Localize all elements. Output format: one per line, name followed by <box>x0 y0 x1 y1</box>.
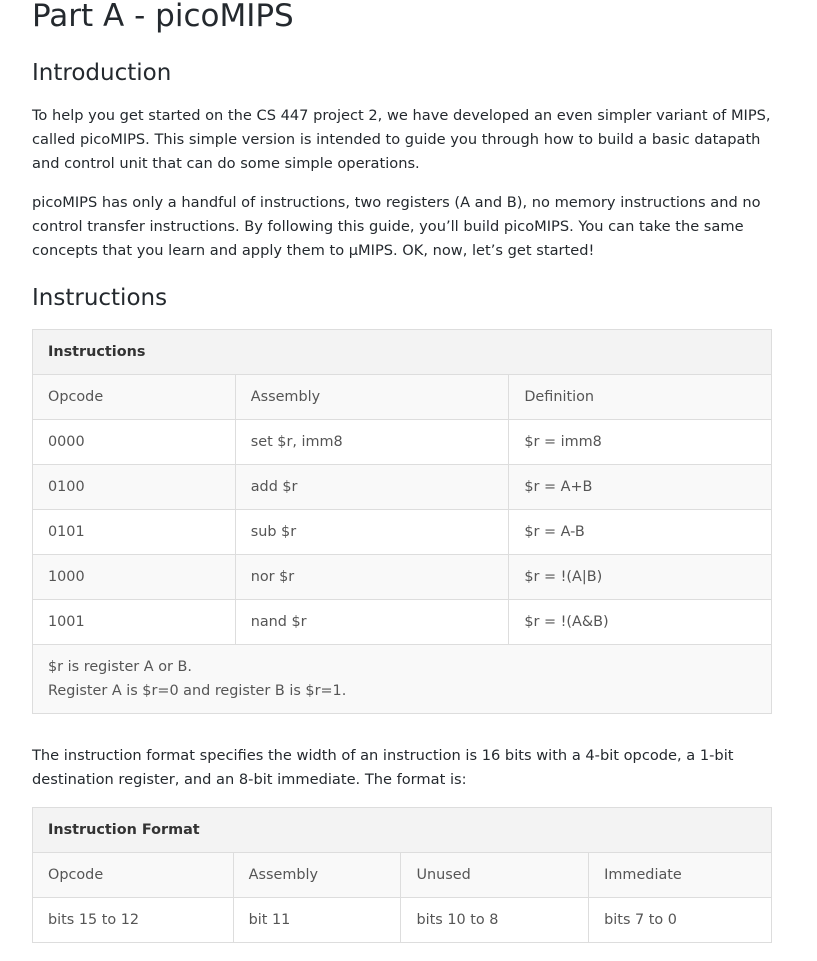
definition-cell: $r = A+B <box>509 465 772 510</box>
table-row <box>33 555 772 600</box>
instructions-table <box>32 329 772 714</box>
instructions-table-footnote <box>33 645 772 714</box>
column-header-assembly: Assembly <box>235 375 509 420</box>
instructions-table-title: Instructions <box>33 330 772 375</box>
column-header-opcode: Opcode <box>33 375 236 420</box>
page-title: Part A - picoMIPS <box>32 0 294 34</box>
assembly-cell: set $r, imm8 <box>235 420 509 465</box>
column-header-unused: Unused <box>401 853 589 898</box>
definition-cell: $r = A-B <box>509 510 772 555</box>
table-row <box>33 600 772 645</box>
column-header-opcode: Opcode <box>33 853 234 898</box>
assembly-cell: add $r <box>235 465 509 510</box>
opcode-cell: 1000 <box>33 555 236 600</box>
definition-cell: $r = !(A|B) <box>509 555 772 600</box>
format-table-title: Instruction Format <box>33 808 772 853</box>
instruction-format-table <box>32 807 772 943</box>
introduction-paragraph-1: To help you get started on the CS 447 project 2, we have developed an even simpler variant of MIPS, called picoMIPS. This simple version is intended to guide you through how to build a basic datapath and control unit that can do some simple operations. <box>32 107 771 172</box>
table-header-row <box>33 853 772 898</box>
assembly-bits-cell: bit 11 <box>233 898 401 943</box>
column-header-assembly: Assembly <box>233 853 401 898</box>
opcode-cell: 0000 <box>33 420 236 465</box>
definition-cell: $r = !(A&B) <box>509 600 772 645</box>
column-header-immediate: Immediate <box>589 853 772 898</box>
opcode-cell: 1001 <box>33 600 236 645</box>
table-header-row <box>33 375 772 420</box>
footnote-line-1: $r is register A or B. <box>48 659 192 675</box>
table-row <box>33 510 772 555</box>
table-row <box>33 465 772 510</box>
table-row <box>33 420 772 465</box>
footnote-line-2: Register A is $r=0 and register B is $r=1. <box>48 683 347 699</box>
format-intro-paragraph: The instruction format specifies the width of an instruction is 16 bits with a 4-bit opcode, a 1-bit destination register, and an 8-bit immediate. The format is: <box>32 747 734 788</box>
definition-cell: $r = imm8 <box>509 420 772 465</box>
introduction-paragraph-2: picoMIPS has only a handful of instructions, two registers (A and B), no memory instructions and no control transfer instructions. By following this guide, you’ll build picoMIPS. You can take the same concepts that you learn and apply them to µMIPS. OK, now, let’s get started! <box>32 194 761 259</box>
assembly-cell: nor $r <box>235 555 509 600</box>
opcode-bits-cell: bits 15 to 12 <box>33 898 234 943</box>
instructions-heading: Instructions <box>32 285 168 311</box>
unused-bits-cell: bits 10 to 8 <box>401 898 589 943</box>
introduction-heading: Introduction <box>32 60 172 86</box>
opcode-cell: 0100 <box>33 465 236 510</box>
immediate-bits-cell: bits 7 to 0 <box>589 898 772 943</box>
opcode-cell: 0101 <box>33 510 236 555</box>
assembly-cell: nand $r <box>235 600 509 645</box>
table-row <box>33 898 772 943</box>
assembly-cell: sub $r <box>235 510 509 555</box>
column-header-definition: Definition <box>509 375 772 420</box>
